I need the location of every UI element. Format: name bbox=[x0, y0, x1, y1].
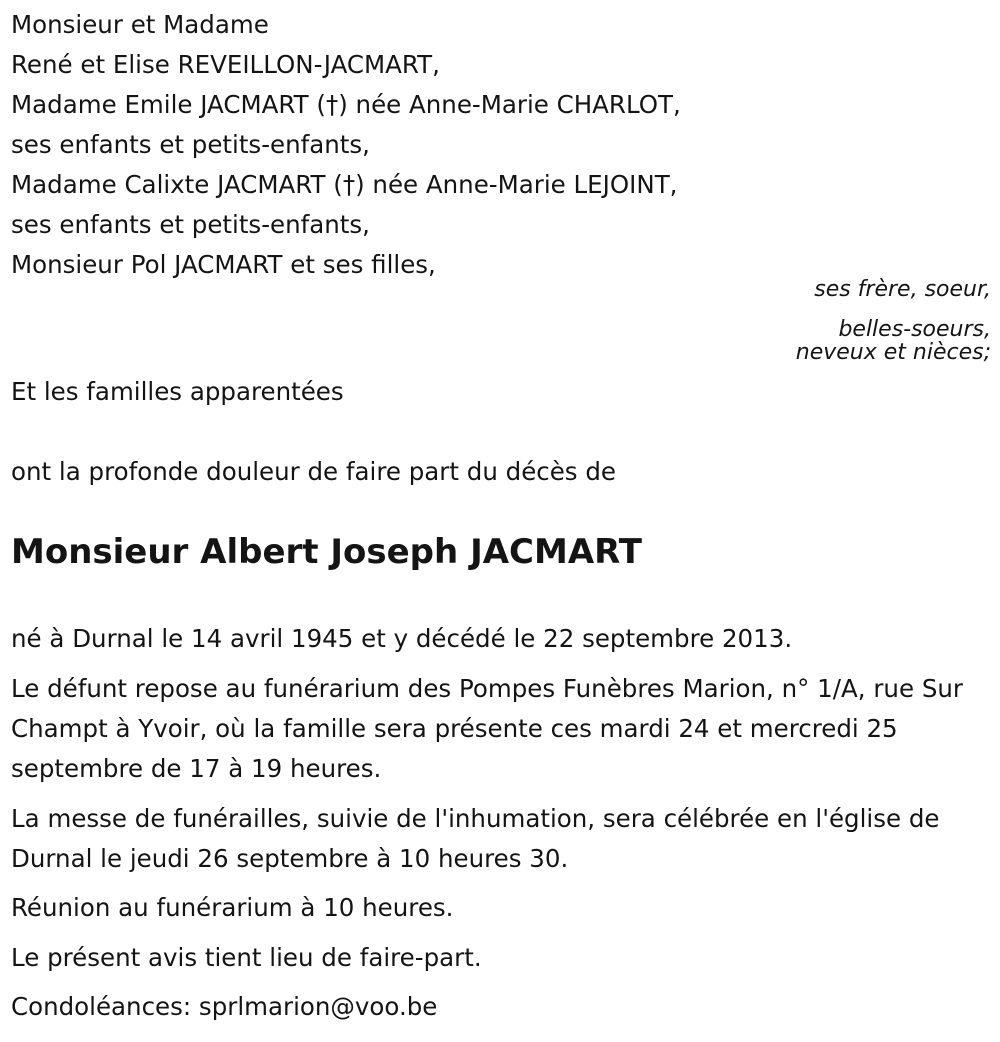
birth-death: né à Durnal le 14 avril 1945 et y décédé le 22 septembre 2013. bbox=[11, 624, 793, 653]
family-line-2: René et Elise REVEILLON-JACMART, bbox=[11, 50, 440, 79]
notice: Le présent avis tient lieu de faire-part. bbox=[11, 943, 482, 972]
funeral: La messe de funérailles, suivie de l'inhumation, sera célébrée en l'église de Durnal le jeudi 26 septembre à 10 heures 30. bbox=[11, 804, 940, 873]
family-line-4: ses enfants et petits-enfants, bbox=[11, 130, 370, 159]
family-line-6: ses enfants et petits-enfants, bbox=[11, 210, 370, 239]
related-families: Et les familles apparentées bbox=[11, 377, 344, 406]
relation-nephews: neveux et nièces; bbox=[795, 340, 991, 365]
family-line-5: Madame Calixte JACMART (†) née Anne-Marie LEJOINT, bbox=[11, 170, 678, 199]
family-line-7: Monsieur Pol JACMART et ses filles, bbox=[11, 250, 436, 279]
relation-siblings: ses frère, soeur, bbox=[814, 277, 991, 302]
meeting: Réunion au funérarium à 10 heures. bbox=[11, 893, 454, 922]
deceased-name: Monsieur Albert Joseph JACMART bbox=[11, 532, 642, 572]
obituary-notice bbox=[11, 0, 991, 1042]
announcement: ont la profonde douleur de faire part du décès de bbox=[11, 457, 616, 486]
visitation: Le défunt repose au funérarium des Pompes Funèbres Marion, n° 1/A, rue Sur Champt à Yvoir, où la famille sera présente ces mardi 24 et mercredi 25 septembre de 17 à 19 heures. bbox=[11, 674, 963, 783]
relation-in-laws: belles-soeurs, bbox=[838, 317, 991, 342]
family-line-3: Madame Emile JACMART (†) née Anne-Marie CHARLOT, bbox=[11, 90, 681, 119]
family-line-1: Monsieur et Madame bbox=[11, 10, 269, 39]
condolences: Condoléances: sprlmarion@voo.be bbox=[11, 992, 438, 1021]
